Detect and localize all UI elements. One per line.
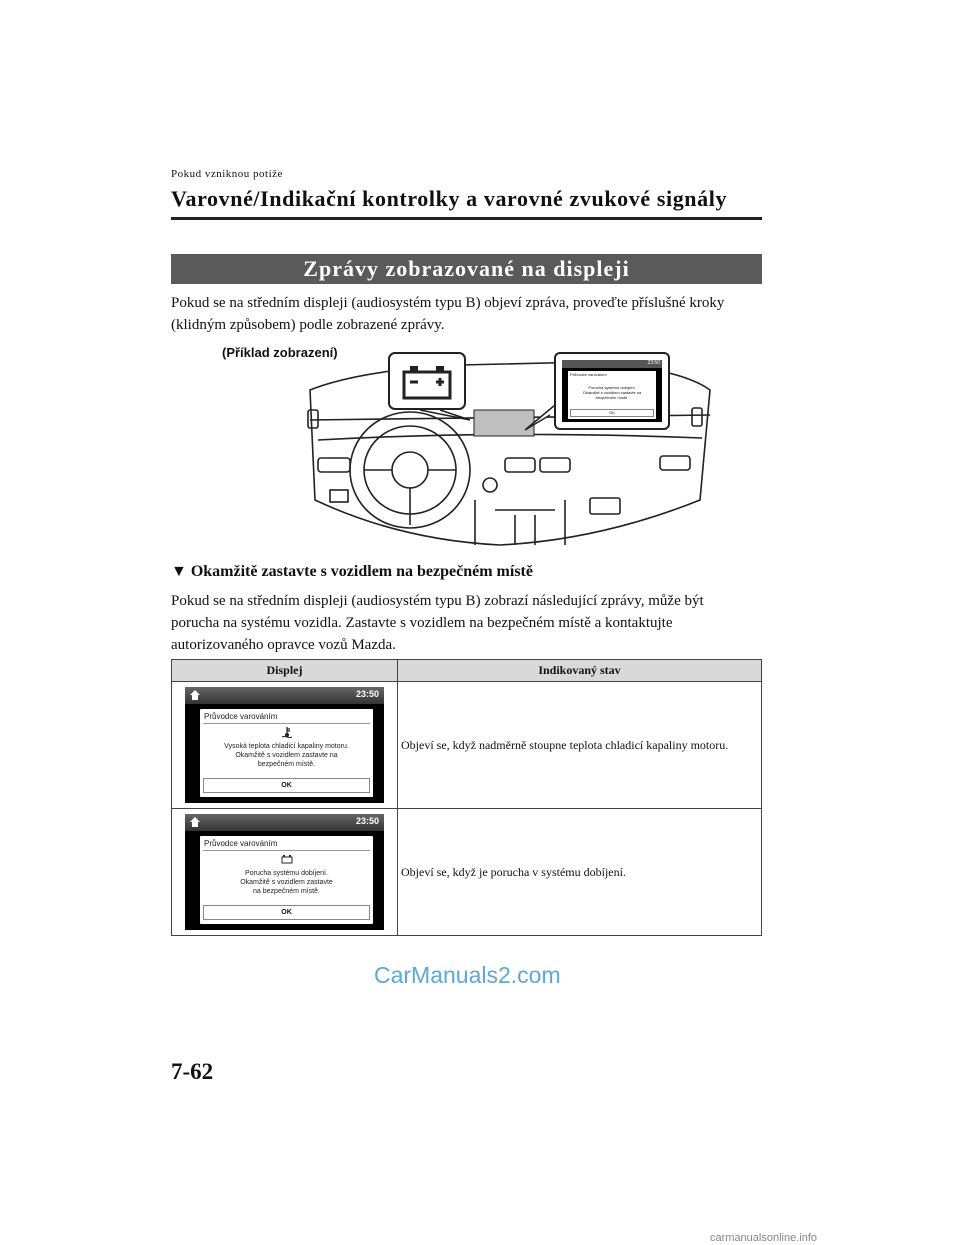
- figure-caption: (Příklad zobrazení): [222, 345, 338, 360]
- table-row: [172, 682, 762, 809]
- callout-pointers: [400, 395, 560, 455]
- section-banner: Zprávy zobrazované na displeji: [171, 254, 762, 284]
- col-state-header: Indikovaný stav: [398, 660, 762, 682]
- mini-title: Průvodce varováním: [570, 372, 607, 377]
- subsection-title: ▼ Okamžitě zastavte s vozidlem na bezpečném místě: [171, 563, 533, 580]
- page-number: 7-62: [171, 1059, 214, 1084]
- mini-ok: OK: [570, 409, 654, 417]
- dialog-text: na bezpečném místě.: [253, 888, 320, 895]
- warning-screen: [185, 687, 384, 803]
- message-table: [171, 659, 762, 936]
- dialog-text: Vysoká teplota chladicí kapaliny motoru.: [224, 743, 349, 750]
- display-cell: [172, 809, 398, 936]
- col-display-header: Displej: [172, 660, 398, 682]
- state-cell: Objeví se, když je porucha v systému dobíjení.: [398, 809, 762, 936]
- subsection-line: Pokud se na středním displeji (audiosystém typu B) zobrazí následující zprávy, může být: [171, 593, 704, 609]
- subsection-line: autorizovaného opravce vozů Mazda.: [171, 637, 396, 653]
- state-cell: Objeví se, když nadměrně stoupne teplota chladicí kapaliny motoru.: [398, 682, 762, 809]
- display-cell: [172, 682, 398, 809]
- display-callout: [554, 352, 670, 430]
- mini-text: bezpečném místě.: [595, 395, 629, 400]
- watermark: CarManuals2.com: [374, 962, 561, 988]
- section-label: Pokud vzniknou potíže: [171, 168, 283, 180]
- table-header-row: [172, 660, 762, 682]
- home-icon: [189, 689, 201, 701]
- footer-site: carmanualsonline.info: [710, 1232, 818, 1244]
- header-rule: [171, 217, 762, 220]
- ok-button[interactable]: OK: [203, 778, 370, 793]
- dialog-title: Průvodce varováním: [204, 839, 278, 848]
- dialog-text: Porucha systému dobíjení.: [245, 870, 328, 877]
- coolant-temperature-icon: [281, 726, 293, 738]
- mini-time: 23:50: [647, 360, 660, 366]
- mini-text: Porucha systému dobíjení.: [588, 385, 636, 390]
- subsection-line: porucha na systému vozidla. Zastavte s vozidlem na bezpečném místě a kontaktujte: [171, 615, 673, 631]
- warning-dialog: [200, 709, 373, 797]
- dialog-text: bezpečném místě.: [257, 761, 316, 768]
- chapter-title: Varovné/Indikační kontrolky a varovné zvukové signály: [171, 186, 728, 211]
- dialog-title: Průvodce varováním: [204, 712, 278, 721]
- dialog-text: Okamžitě s vozidlem zastavte na: [235, 752, 338, 759]
- subsection-paragraph: [171, 590, 762, 656]
- mini-text: Okamžitě s vozidlem zastavte na: [582, 390, 642, 395]
- warning-screen: [185, 814, 384, 930]
- home-icon: [189, 816, 201, 828]
- intro-paragraph: [171, 292, 762, 336]
- screen-time: 23:50: [355, 689, 379, 699]
- warning-dialog: [200, 836, 373, 924]
- dialog-text: Okamžitě s vozidlem zastavte: [240, 879, 333, 886]
- ok-button[interactable]: OK: [203, 905, 370, 920]
- table-row: [172, 809, 762, 936]
- screen-time: 23:50: [355, 816, 379, 826]
- intro-line: (klidným způsobem) podle zobrazené zprávy.: [171, 317, 445, 333]
- mini-screen: [562, 360, 662, 422]
- intro-line: Pokud se na středním displeji (audiosystém typu B) objeví zpráva, proveďte příslušné kroky: [171, 295, 725, 311]
- battery-icon: [281, 854, 293, 864]
